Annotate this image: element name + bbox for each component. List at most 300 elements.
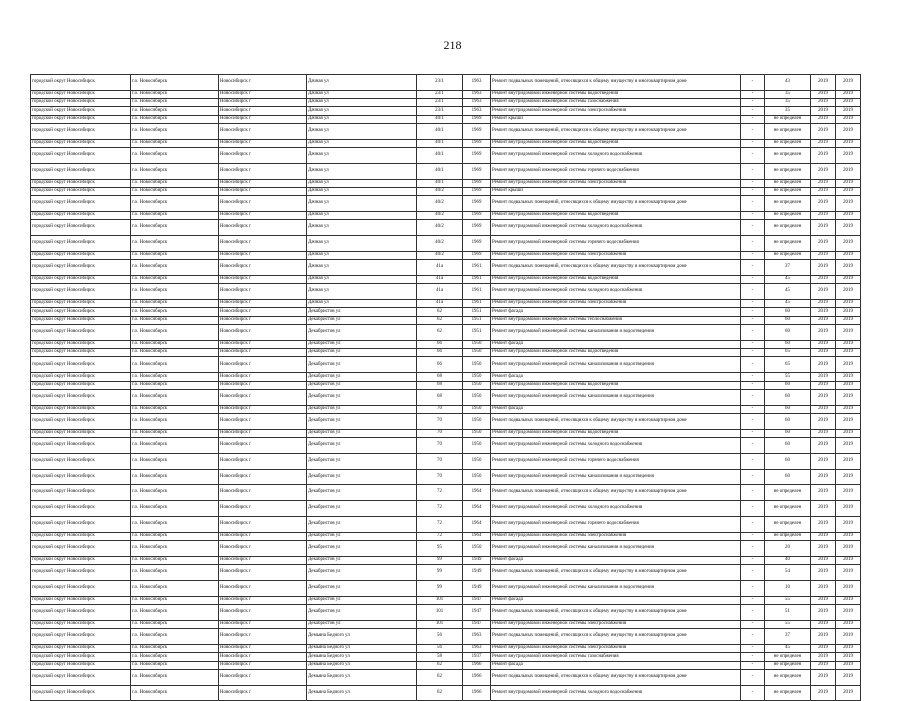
dash-cell: -: [741, 532, 765, 540]
house-cell: 66: [417, 349, 463, 357]
end-year-cell: 2019: [836, 629, 861, 645]
dash-cell: -: [741, 139, 765, 147]
municipality-cell: г.о. Новосибирск: [131, 349, 219, 357]
term-cell: 37: [765, 260, 811, 276]
district-cell: городской округ Новосибирск: [31, 276, 131, 284]
street-cell: Дачная ул: [307, 260, 417, 276]
year-cell: 1964: [463, 501, 491, 517]
end-year-cell: 2019: [836, 438, 861, 454]
end-year-cell: 2019: [836, 580, 861, 596]
house-cell: 66: [417, 357, 463, 373]
work-type-cell: Ремонт подвальных помещений, относящихся к общему имуществу в многоквартирном доме: [491, 605, 741, 621]
street-cell: Декабристов ул: [307, 405, 417, 413]
year-cell: 1950: [463, 357, 491, 373]
street-cell: Декабристов ул: [307, 485, 417, 501]
work-type-cell: Ремонт внутридомовой инженерной системы теплоснабжения: [491, 316, 741, 324]
work-type-cell: Ремонт внутридомовой инженерной системы горячего водоснабжения: [491, 236, 741, 252]
table-row: [31, 284, 861, 300]
house-cell: 56: [417, 644, 463, 652]
table-row: [31, 580, 861, 596]
term-cell: не определен: [765, 501, 811, 517]
end-year-cell: 2019: [836, 115, 861, 123]
dash-cell: -: [741, 308, 765, 316]
locality-cell: Новосибирск г: [219, 123, 307, 139]
house-cell: 40/1: [417, 163, 463, 179]
locality-cell: Новосибирск г: [219, 316, 307, 324]
end-year-cell: 2019: [836, 620, 861, 628]
term-cell: не определен: [765, 685, 811, 701]
term-cell: 35: [765, 99, 811, 107]
house-cell: 72: [417, 532, 463, 540]
district-cell: городской округ Новосибирск: [31, 565, 131, 581]
dash-cell: -: [741, 107, 765, 115]
work-type-cell: Ремонт внутридомовой инженерной системы электроснабжения: [491, 179, 741, 187]
work-type-cell: Ремонт внутридомовой инженерной системы горячего водоснабжения: [491, 453, 741, 469]
term-cell: 20: [765, 541, 811, 557]
district-cell: городской округ Новосибирск: [31, 644, 131, 652]
end-year-cell: 2019: [836, 179, 861, 187]
locality-cell: Новосибирск г: [219, 429, 307, 437]
year-cell: 1969: [463, 179, 491, 187]
term-cell: 37: [765, 629, 811, 645]
municipality-cell: г.о. Новосибирск: [131, 389, 219, 405]
dash-cell: -: [741, 485, 765, 501]
table-row: [31, 373, 861, 381]
year-cell: 1950: [463, 405, 491, 413]
start-year-cell: 2019: [811, 620, 836, 628]
district-cell: городской округ Новосибирск: [31, 187, 131, 195]
municipality-cell: г.о. Новосибирск: [131, 429, 219, 437]
street-cell: Декабристов ул: [307, 605, 417, 621]
dash-cell: -: [741, 453, 765, 469]
municipality-cell: г.о. Новосибирск: [131, 669, 219, 685]
dash-cell: -: [741, 316, 765, 324]
municipality-cell: г.о. Новосибирск: [131, 300, 219, 308]
municipality-cell: г.о. Новосибирск: [131, 661, 219, 669]
end-year-cell: 2019: [836, 405, 861, 413]
term-cell: 40: [765, 556, 811, 564]
street-cell: Декабристов ул: [307, 501, 417, 517]
house-cell: 62: [417, 325, 463, 341]
district-cell: городской округ Новосибирск: [31, 516, 131, 532]
start-year-cell: 2019: [811, 308, 836, 316]
table-row: [31, 438, 861, 454]
start-year-cell: 2019: [811, 139, 836, 147]
dash-cell: -: [741, 685, 765, 701]
street-cell: Декабристов ул: [307, 556, 417, 564]
end-year-cell: 2019: [836, 276, 861, 284]
work-type-cell: Ремонт внутридомовой инженерной системы горячего водоснабжения: [491, 163, 741, 179]
end-year-cell: 2019: [836, 381, 861, 389]
district-cell: городской округ Новосибирск: [31, 580, 131, 596]
end-year-cell: 2019: [836, 90, 861, 98]
municipality-cell: г.о. Новосибирск: [131, 580, 219, 596]
term-cell: 60: [765, 429, 811, 437]
year-cell: 1950: [463, 469, 491, 485]
street-cell: Дачная ул: [307, 276, 417, 284]
house-cell: 70: [417, 438, 463, 454]
work-type-cell: Ремонт внутридомовой инженерной системы холодного водоснабжения: [491, 685, 741, 701]
start-year-cell: 2019: [811, 405, 836, 413]
district-cell: городской округ Новосибирск: [31, 669, 131, 685]
start-year-cell: 2019: [811, 300, 836, 308]
dash-cell: -: [741, 373, 765, 381]
work-type-cell: Ремонт внутридомовой инженерной системы водоотведения: [491, 212, 741, 220]
municipality-cell: г.о. Новосибирск: [131, 196, 219, 212]
work-type-cell: Ремонт подвальных помещений, относящихся к общему имуществу в многоквартирном доме: [491, 629, 741, 645]
locality-cell: Новосибирск г: [219, 580, 307, 596]
end-year-cell: 2019: [836, 107, 861, 115]
street-cell: Дачная ул: [307, 163, 417, 179]
dash-cell: -: [741, 389, 765, 405]
end-year-cell: 2019: [836, 453, 861, 469]
work-type-cell: Ремонт крыши: [491, 115, 741, 123]
locality-cell: Новосибирск г: [219, 325, 307, 341]
district-cell: городской округ Новосибирск: [31, 196, 131, 212]
table-row: [31, 405, 861, 413]
dash-cell: -: [741, 565, 765, 581]
municipality-cell: г.о. Новосибирск: [131, 565, 219, 581]
start-year-cell: 2019: [811, 276, 836, 284]
work-type-cell: Ремонт внутридомовой инженерной системы водоотведения: [491, 381, 741, 389]
term-cell: 55: [765, 596, 811, 604]
work-type-cell: Ремонт подвальных помещений, относящихся к общему имуществу в многоквартирном доме: [491, 485, 741, 501]
street-cell: Дачная ул: [307, 148, 417, 164]
end-year-cell: 2019: [836, 653, 861, 661]
municipality-cell: г.о. Новосибирск: [131, 220, 219, 236]
street-cell: Дачная ул: [307, 99, 417, 107]
end-year-cell: 2019: [836, 220, 861, 236]
start-year-cell: 2019: [811, 644, 836, 652]
house-cell: 23/1: [417, 75, 463, 91]
house-cell: 70: [417, 429, 463, 437]
end-year-cell: 2019: [836, 300, 861, 308]
table-row: [31, 653, 861, 661]
dash-cell: -: [741, 405, 765, 413]
end-year-cell: 2019: [836, 325, 861, 341]
house-cell: 62: [417, 685, 463, 701]
street-cell: Декабристов ул: [307, 308, 417, 316]
street-cell: Дачная ул: [307, 284, 417, 300]
house-cell: 68: [417, 373, 463, 381]
table-row: [31, 349, 861, 357]
street-cell: Декабристов ул: [307, 596, 417, 604]
municipality-cell: г.о. Новосибирск: [131, 605, 219, 621]
street-cell: Декабристов ул: [307, 453, 417, 469]
work-type-cell: Ремонт внутридомовой инженерной системы газоснабжения: [491, 653, 741, 661]
dash-cell: -: [741, 340, 765, 348]
year-cell: 1961: [463, 260, 491, 276]
term-cell: 55: [765, 373, 811, 381]
district-cell: городской округ Новосибирск: [31, 429, 131, 437]
year-cell: 1969: [463, 236, 491, 252]
start-year-cell: 2019: [811, 429, 836, 437]
locality-cell: Новосибирск г: [219, 99, 307, 107]
locality-cell: Новосибирск г: [219, 629, 307, 645]
municipality-cell: г.о. Новосибирск: [131, 99, 219, 107]
district-cell: городской округ Новосибирск: [31, 556, 131, 564]
street-cell: Декабристов ул: [307, 316, 417, 324]
table-row: [31, 236, 861, 252]
locality-cell: Новосибирск г: [219, 389, 307, 405]
district-cell: городской округ Новосибирск: [31, 661, 131, 669]
house-cell: 23/1: [417, 107, 463, 115]
end-year-cell: 2019: [836, 485, 861, 501]
start-year-cell: 2019: [811, 187, 836, 195]
term-cell: не определен: [765, 236, 811, 252]
table-row: [31, 179, 861, 187]
street-cell: Дачная ул: [307, 251, 417, 259]
year-cell: 1969: [463, 251, 491, 259]
end-year-cell: 2019: [836, 556, 861, 564]
start-year-cell: 2019: [811, 90, 836, 98]
start-year-cell: 2019: [811, 179, 836, 187]
locality-cell: Новосибирск г: [219, 115, 307, 123]
house-cell: 40/2: [417, 196, 463, 212]
municipality-cell: г.о. Новосибирск: [131, 187, 219, 195]
district-cell: городской округ Новосибирск: [31, 357, 131, 373]
start-year-cell: 2019: [811, 99, 836, 107]
year-cell: 1949: [463, 565, 491, 581]
locality-cell: Новосибирск г: [219, 196, 307, 212]
street-cell: Дачная ул: [307, 212, 417, 220]
term-cell: не определен: [765, 179, 811, 187]
dash-cell: -: [741, 212, 765, 220]
district-cell: городской округ Новосибирск: [31, 485, 131, 501]
end-year-cell: 2019: [836, 373, 861, 381]
year-cell: 1937: [463, 653, 491, 661]
locality-cell: Новосибирск г: [219, 541, 307, 557]
locality-cell: Новосибирск г: [219, 405, 307, 413]
table-row: [31, 629, 861, 645]
locality-cell: Новосибирск г: [219, 565, 307, 581]
locality-cell: Новосибирск г: [219, 107, 307, 115]
municipality-cell: г.о. Новосибирск: [131, 75, 219, 91]
term-cell: не определен: [765, 485, 811, 501]
dash-cell: -: [741, 669, 765, 685]
year-cell: 1969: [463, 148, 491, 164]
dash-cell: -: [741, 438, 765, 454]
municipality-cell: г.о. Новосибирск: [131, 115, 219, 123]
end-year-cell: 2019: [836, 605, 861, 621]
district-cell: городской округ Новосибирск: [31, 685, 131, 701]
locality-cell: Новосибирск г: [219, 485, 307, 501]
year-cell: 1961: [463, 276, 491, 284]
locality-cell: Новосибирск г: [219, 251, 307, 259]
district-cell: городской округ Новосибирск: [31, 389, 131, 405]
street-cell: Дачная ул: [307, 179, 417, 187]
street-cell: Дачная ул: [307, 90, 417, 98]
municipality-cell: г.о. Новосибирск: [131, 381, 219, 389]
end-year-cell: 2019: [836, 669, 861, 685]
house-cell: 40/1: [417, 115, 463, 123]
term-cell: не определен: [765, 251, 811, 259]
start-year-cell: 2019: [811, 541, 836, 557]
municipality-cell: г.о. Новосибирск: [131, 532, 219, 540]
dash-cell: -: [741, 220, 765, 236]
locality-cell: Новосибирск г: [219, 644, 307, 652]
dash-cell: -: [741, 357, 765, 373]
municipality-cell: г.о. Новосибирск: [131, 516, 219, 532]
year-cell: 1963: [463, 107, 491, 115]
locality-cell: Новосибирск г: [219, 501, 307, 517]
year-cell: 1963: [463, 644, 491, 652]
end-year-cell: 2019: [836, 357, 861, 373]
year-cell: 1964: [463, 532, 491, 540]
term-cell: 60: [765, 381, 811, 389]
street-cell: Дачная ул: [307, 123, 417, 139]
street-cell: Дачная ул: [307, 196, 417, 212]
end-year-cell: 2019: [836, 139, 861, 147]
table-row: [31, 340, 861, 348]
start-year-cell: 2019: [811, 501, 836, 517]
dash-cell: -: [741, 605, 765, 621]
street-cell: Демьяна Бедного ул: [307, 629, 417, 645]
work-type-cell: Ремонт подвальных помещений, относящихся к общему имуществу в многоквартирном доме: [491, 123, 741, 139]
locality-cell: Новосибирск г: [219, 163, 307, 179]
end-year-cell: 2019: [836, 565, 861, 581]
street-cell: Дачная ул: [307, 139, 417, 147]
year-cell: 1950: [463, 413, 491, 429]
district-cell: городской округ Новосибирск: [31, 308, 131, 316]
year-cell: 1966: [463, 685, 491, 701]
work-type-cell: Ремонт фасада: [491, 340, 741, 348]
end-year-cell: 2019: [836, 389, 861, 405]
dash-cell: -: [741, 580, 765, 596]
locality-cell: Новосибирск г: [219, 605, 307, 621]
district-cell: городской округ Новосибирск: [31, 107, 131, 115]
street-cell: Декабристов ул: [307, 325, 417, 341]
term-cell: 65: [765, 357, 811, 373]
house-cell: 70: [417, 469, 463, 485]
table-row: [31, 260, 861, 276]
table-row: [31, 196, 861, 212]
term-cell: 60: [765, 453, 811, 469]
house-cell: 62: [417, 308, 463, 316]
house-cell: 72: [417, 501, 463, 517]
district-cell: городской округ Новосибирск: [31, 469, 131, 485]
municipality-cell: г.о. Новосибирск: [131, 139, 219, 147]
start-year-cell: 2019: [811, 389, 836, 405]
work-type-cell: Ремонт внутридомовой инженерной системы электроснабжения: [491, 107, 741, 115]
district-cell: городской округ Новосибирск: [31, 605, 131, 621]
end-year-cell: 2019: [836, 99, 861, 107]
table-row: [31, 276, 861, 284]
municipality-cell: г.о. Новосибирск: [131, 629, 219, 645]
dash-cell: -: [741, 413, 765, 429]
work-type-cell: Ремонт подвальных помещений, относящихся к общему имуществу в многоквартирном доме: [491, 413, 741, 429]
work-type-cell: Ремонт фасада: [491, 596, 741, 604]
house-cell: 70: [417, 453, 463, 469]
term-cell: 60: [765, 438, 811, 454]
work-type-cell: Ремонт внутридомовой инженерной системы электроснабжения: [491, 620, 741, 628]
municipality-cell: г.о. Новосибирск: [131, 316, 219, 324]
start-year-cell: 2019: [811, 605, 836, 621]
work-type-cell: Ремонт внутридомовой инженерной системы холодного водоснабжения: [491, 501, 741, 517]
table-row: [31, 300, 861, 308]
locality-cell: Новосибирск г: [219, 220, 307, 236]
table-row: [31, 565, 861, 581]
year-cell: 1963: [463, 75, 491, 91]
district-cell: городской округ Новосибирск: [31, 653, 131, 661]
locality-cell: Новосибирск г: [219, 469, 307, 485]
dash-cell: -: [741, 501, 765, 517]
work-type-cell: Ремонт внутридомовой инженерной системы горячего водоснабжения: [491, 516, 741, 532]
municipality-cell: г.о. Новосибирск: [131, 405, 219, 413]
street-cell: Демьяна Бедного ул: [307, 644, 417, 652]
locality-cell: Новосибирск г: [219, 620, 307, 628]
term-cell: 35: [765, 107, 811, 115]
house-cell: 58: [417, 653, 463, 661]
term-cell: не определен: [765, 516, 811, 532]
end-year-cell: 2019: [836, 429, 861, 437]
work-type-cell: Ремонт внутридомовой инженерной системы электроснабжения: [491, 251, 741, 259]
term-cell: 45: [765, 284, 811, 300]
table-row: [31, 501, 861, 517]
locality-cell: Новосибирск г: [219, 661, 307, 669]
term-cell: не определен: [765, 123, 811, 139]
house-cell: 101: [417, 620, 463, 628]
term-cell: 45: [765, 300, 811, 308]
house-cell: 62: [417, 669, 463, 685]
locality-cell: Новосибирск г: [219, 148, 307, 164]
start-year-cell: 2019: [811, 284, 836, 300]
year-cell: 1969: [463, 115, 491, 123]
work-type-cell: Ремонт подвальных помещений, относящихся к общему имуществу в многоквартирном доме: [491, 260, 741, 276]
dash-cell: -: [741, 196, 765, 212]
table-row: [31, 220, 861, 236]
year-cell: 1950: [463, 340, 491, 348]
table-row: [31, 605, 861, 621]
start-year-cell: 2019: [811, 349, 836, 357]
work-type-cell: Ремонт крыши: [491, 187, 741, 195]
house-cell: 101: [417, 596, 463, 604]
start-year-cell: 2019: [811, 115, 836, 123]
end-year-cell: 2019: [836, 541, 861, 557]
locality-cell: Новосибирск г: [219, 516, 307, 532]
municipality-cell: г.о. Новосибирск: [131, 340, 219, 348]
end-year-cell: 2019: [836, 349, 861, 357]
district-cell: городской округ Новосибирск: [31, 620, 131, 628]
municipality-cell: г.о. Новосибирск: [131, 541, 219, 557]
end-year-cell: 2019: [836, 236, 861, 252]
district-cell: городской округ Новосибирск: [31, 75, 131, 91]
year-cell: 1947: [463, 620, 491, 628]
table-row: [31, 532, 861, 540]
district-cell: городской округ Новосибирск: [31, 596, 131, 604]
district-cell: городской округ Новосибирск: [31, 99, 131, 107]
district-cell: городской округ Новосибирск: [31, 373, 131, 381]
street-cell: Декабристов ул: [307, 381, 417, 389]
end-year-cell: 2019: [836, 596, 861, 604]
locality-cell: Новосибирск г: [219, 212, 307, 220]
dash-cell: -: [741, 75, 765, 91]
year-cell: 1950: [463, 438, 491, 454]
locality-cell: Новосибирск г: [219, 260, 307, 276]
locality-cell: Новосибирск г: [219, 276, 307, 284]
table-row: [31, 469, 861, 485]
start-year-cell: 2019: [811, 565, 836, 581]
work-type-cell: Ремонт внутридомовой инженерной системы холодного водоснабжения: [491, 220, 741, 236]
end-year-cell: 2019: [836, 187, 861, 195]
municipality-cell: г.о. Новосибирск: [131, 653, 219, 661]
dash-cell: -: [741, 251, 765, 259]
locality-cell: Новосибирск г: [219, 373, 307, 381]
district-cell: городской округ Новосибирск: [31, 340, 131, 348]
term-cell: не определен: [765, 220, 811, 236]
municipality-cell: г.о. Новосибирск: [131, 596, 219, 604]
street-cell: Декабристов ул: [307, 357, 417, 373]
